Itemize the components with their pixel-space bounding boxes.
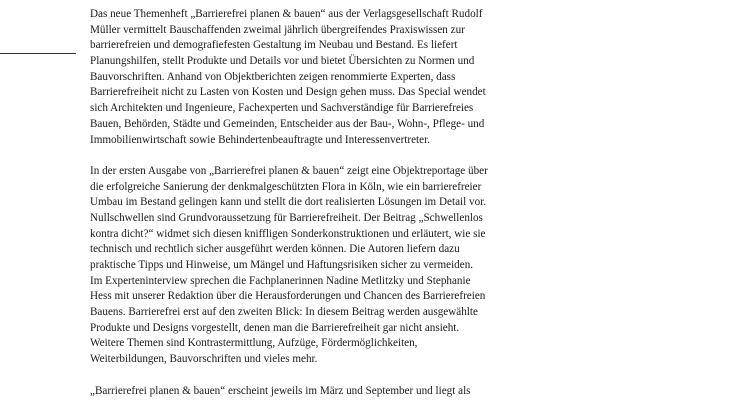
text-line: Barrierefreiheit nicht zu Lasten von Kosten und Design gehen muss. Das Special wendet [90, 86, 486, 99]
text-line: Müller vermittelt Bauschaffenden zweimal jährlich übergreifendes Praxiswissen zur [90, 23, 465, 36]
paragraph-intro [90, 7, 545, 148]
text-line: Bauen, Behörden, Städte und Gemeinden, Entscheider aus der Bau-, Wohn-, Pflege- und [90, 117, 485, 130]
text-line: barrierefreien und demografiefesten Gestaltung im Neubau und Bestand. Es liefert [90, 39, 458, 52]
text-line: Bauens. Barrierefrei erst auf den zweiten Blick: In diesem Beitrag werden ausgewählte [90, 306, 478, 319]
text-line: Umbau im Bestand gelingen kann und stellt die dort realisierten Lösungen im Detail vor. [90, 196, 487, 209]
text-line: Weitere Themen sind Kontrastermittlung, Aufzüge, Fördermöglichkeiten, [90, 337, 418, 350]
text-line: Im Experteninterview sprechen die Fachplanerinnen Nadine Metlitzky und Stephanie [90, 274, 471, 287]
text-line: Weiterbildungen, Bauvorschriften und vieles mehr. [90, 353, 318, 366]
text-line: sich Architekten und Ingenieure, Fachexperten und Sachverständige für Barrierefreies [90, 102, 474, 115]
paragraph-first-issue [90, 164, 545, 368]
text-line: technisch und rechtlich sicher ausgeführt werden können. Die Autoren liefern dazu [90, 243, 460, 256]
text-line: Das neue Themenheft „Barrierefrei planen & bauen“ aus der Verlagsgesellschaft Rudolf [90, 8, 483, 20]
text-line: Nullschwellen sind Grundvoraussetzung für Barrierefreiheit. Der Beitrag „Schwellenlos [90, 211, 483, 224]
text-line: In der ersten Ausgabe von „Barrierefrei planen & bauen“ zeigt eine Objektreportage über [90, 164, 488, 177]
paragraph-gap [90, 368, 545, 384]
paragraph-publication [90, 384, 545, 400]
text-line: Hess mit unserer Redaktion über die Herausforderungen und Chancen des Barrierefreien [90, 290, 486, 303]
text-line: Planungshilfen, stellt Produkte und Details vor und bietet Übersichten zu Normen und [90, 55, 475, 68]
text-line: Produkte und Designs vorgestellt, denen man die Barrierefreiheit gar nicht ansieht. [90, 321, 460, 334]
text-line: Bauvorschriften. Anhand von Objektberichten zeigen renommierte Experten, dass [90, 70, 456, 83]
margin-rule [0, 53, 76, 54]
text-line: die erfolgreiche Sanierung der denkmalgeschützten Flora in Köln, wie ein barrierefreier [90, 180, 482, 193]
text-line: kontra dicht?“ widmet sich diesen kniffligen Sonderkonstruktionen und erläutert, wie sie [90, 227, 486, 240]
text-line: „Barrierefrei planen & bauen“ erscheint jeweils im März und September und liegt als [90, 384, 471, 397]
text-line: praktische Tipps und Hinweise, um Mängel und Haftungsrisiken sicher zu vermeiden. [90, 259, 474, 271]
article-body [90, 7, 545, 399]
paragraph-gap [90, 148, 545, 164]
text-line: Immobilienwirtschaft sowie Behindertenbeauftragte und Interessenvertreter. [90, 133, 430, 146]
